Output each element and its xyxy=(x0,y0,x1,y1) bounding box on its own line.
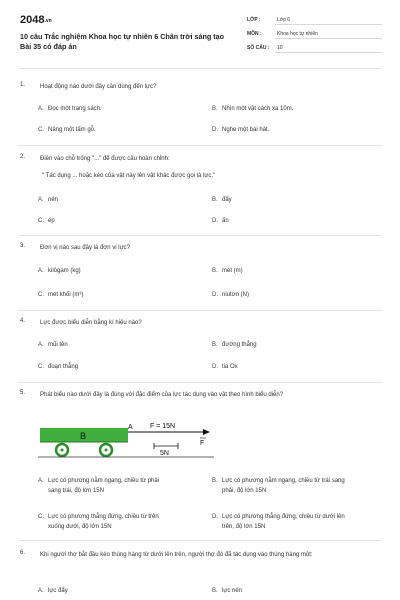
option-letter: C. xyxy=(38,364,44,370)
metadata-panel xyxy=(247,14,382,56)
option-letter: B. xyxy=(212,268,218,274)
option-letter: A. xyxy=(38,197,44,203)
option-letter: A. xyxy=(38,588,44,594)
divider xyxy=(18,382,382,383)
option-text: Lực có phương thẳng đứng, chiều từ trên xuống dưới, độ lớn 15N xyxy=(48,514,159,530)
option-letter: C. xyxy=(38,127,44,133)
option-text: mũi tên xyxy=(48,342,68,348)
option-letter: A. xyxy=(38,268,44,274)
question-number: 1. xyxy=(20,82,26,88)
point-label: A xyxy=(128,424,133,431)
question-number: 2. xyxy=(20,154,26,160)
option-letter: A. xyxy=(38,106,44,112)
meta-key: MÔN : xyxy=(247,31,262,37)
question-number: 5. xyxy=(20,390,26,396)
meta-underline xyxy=(275,38,382,39)
question-text: Hoạt động nào dưới đây cần dùng đến lực? xyxy=(40,84,157,90)
option-letter: A. xyxy=(38,342,44,348)
divider xyxy=(18,145,382,146)
option-text: nén xyxy=(48,197,59,203)
meta-row-count xyxy=(247,42,382,56)
option-letter: D. xyxy=(212,364,218,370)
question-text: Đơn vị nào sau đây là đơn vị lực? xyxy=(40,245,130,251)
option-text: Nghe một bài hát. xyxy=(222,127,270,133)
cart-label: B xyxy=(80,431,87,441)
option-text: đoạn thẳng xyxy=(48,364,79,370)
question-text: Phát biểu nào dưới đây là đúng với đặc điểm của lực tác dụng vào vật theo hình biểu diễn? xyxy=(40,392,284,398)
question-text: Điền vào chỗ trống "..." để được câu hoàn chỉnh: xyxy=(40,156,170,162)
meta-underline xyxy=(275,52,382,53)
option-letter: D. xyxy=(212,292,218,298)
option-text: lực đẩy xyxy=(48,588,68,594)
option-text: niutơn (N) xyxy=(222,292,249,298)
site-logo[interactable] xyxy=(20,14,52,26)
logo-text: 2048 xyxy=(20,14,45,26)
divider xyxy=(18,68,382,69)
option-letter: B. xyxy=(212,106,218,112)
question-number: 3. xyxy=(20,243,26,249)
option-letter: B. xyxy=(212,197,218,203)
wheel-hub-right xyxy=(105,449,108,452)
meta-row-grade xyxy=(247,14,382,28)
option-letter: D. xyxy=(212,127,218,133)
option-text: ấn xyxy=(222,218,229,224)
option-letter: C. xyxy=(38,292,44,298)
option-letter: C. xyxy=(38,514,44,520)
option-text: Đọc một trang sách. xyxy=(48,106,102,112)
logo-suffix: .vn xyxy=(44,18,52,24)
option-text: Nhìn một vật cách xa 10m. xyxy=(222,106,294,112)
question-text: Khi người thợ bắt đầu kéo thùng hàng từ dưới lên trên, người thợ đó đã tác dụng vào thùng hàng một: xyxy=(40,552,313,558)
question-text: Lực được biểu diễn bằng kí hiệu nào? xyxy=(40,320,142,326)
question-number: 6. xyxy=(20,550,26,556)
option-letter: D. xyxy=(212,218,218,224)
option-text: kilôgam (kg) xyxy=(48,268,81,274)
option-text: ép xyxy=(48,218,55,224)
option-letter: A. xyxy=(38,478,44,484)
option-text: Lực có phương nằm ngang, chiều từ phải sang trái, độ lớn 15N xyxy=(48,478,160,494)
option-text: Lực có phương thẳng đứng, chiều từ dưới lên trên, độ lớn 15N xyxy=(222,514,345,530)
option-text: đường thẳng xyxy=(222,342,257,348)
question-note: " Tác dụng ... hoặc kéo của vật này lên vật khác được gọi là lực." xyxy=(42,173,216,179)
meta-value: Lớp 6 xyxy=(277,17,291,23)
document-title: 10 câu Trắc nghiệm Khoa học tự nhiên 6 Chân trời sáng tạo Bài 35 có đáp án xyxy=(20,32,225,51)
option-letter: B. xyxy=(212,342,218,348)
option-text: mét (m) xyxy=(222,268,243,274)
meta-value: 10 xyxy=(277,45,283,51)
option-text: Lực có phương nằm ngang, chiều từ trái sang phải, độ lớn 15N xyxy=(222,478,345,494)
option-text: lực nén xyxy=(222,588,243,594)
meta-underline xyxy=(275,24,382,25)
force-vector-label: F xyxy=(200,440,205,447)
option-text: mét khối (m³) xyxy=(48,292,84,298)
option-text: tia Ox xyxy=(222,364,238,370)
option-text: Nâng một tấm gỗ. xyxy=(48,127,96,133)
option-letter: B. xyxy=(212,588,218,594)
wheel-hub-left xyxy=(61,449,64,452)
divider xyxy=(18,235,382,236)
scale-label: 5N xyxy=(160,450,169,457)
option-text: đẩy xyxy=(222,197,232,203)
option-letter: D. xyxy=(212,514,218,520)
meta-key: LỚP : xyxy=(247,17,261,23)
option-letter: C. xyxy=(38,218,44,224)
meta-row-subject xyxy=(247,28,382,42)
option-letter: B. xyxy=(212,478,218,484)
force-value-label: F = 15N xyxy=(150,423,176,430)
meta-value: Khoa học tự nhiên xyxy=(277,31,318,37)
force-diagram xyxy=(38,418,218,463)
meta-key: SỐ CÂU : xyxy=(247,45,270,51)
question-number: 4. xyxy=(20,318,26,324)
divider xyxy=(18,540,382,541)
document-header xyxy=(20,14,382,60)
divider xyxy=(18,310,382,311)
force-arrowhead xyxy=(203,429,210,435)
